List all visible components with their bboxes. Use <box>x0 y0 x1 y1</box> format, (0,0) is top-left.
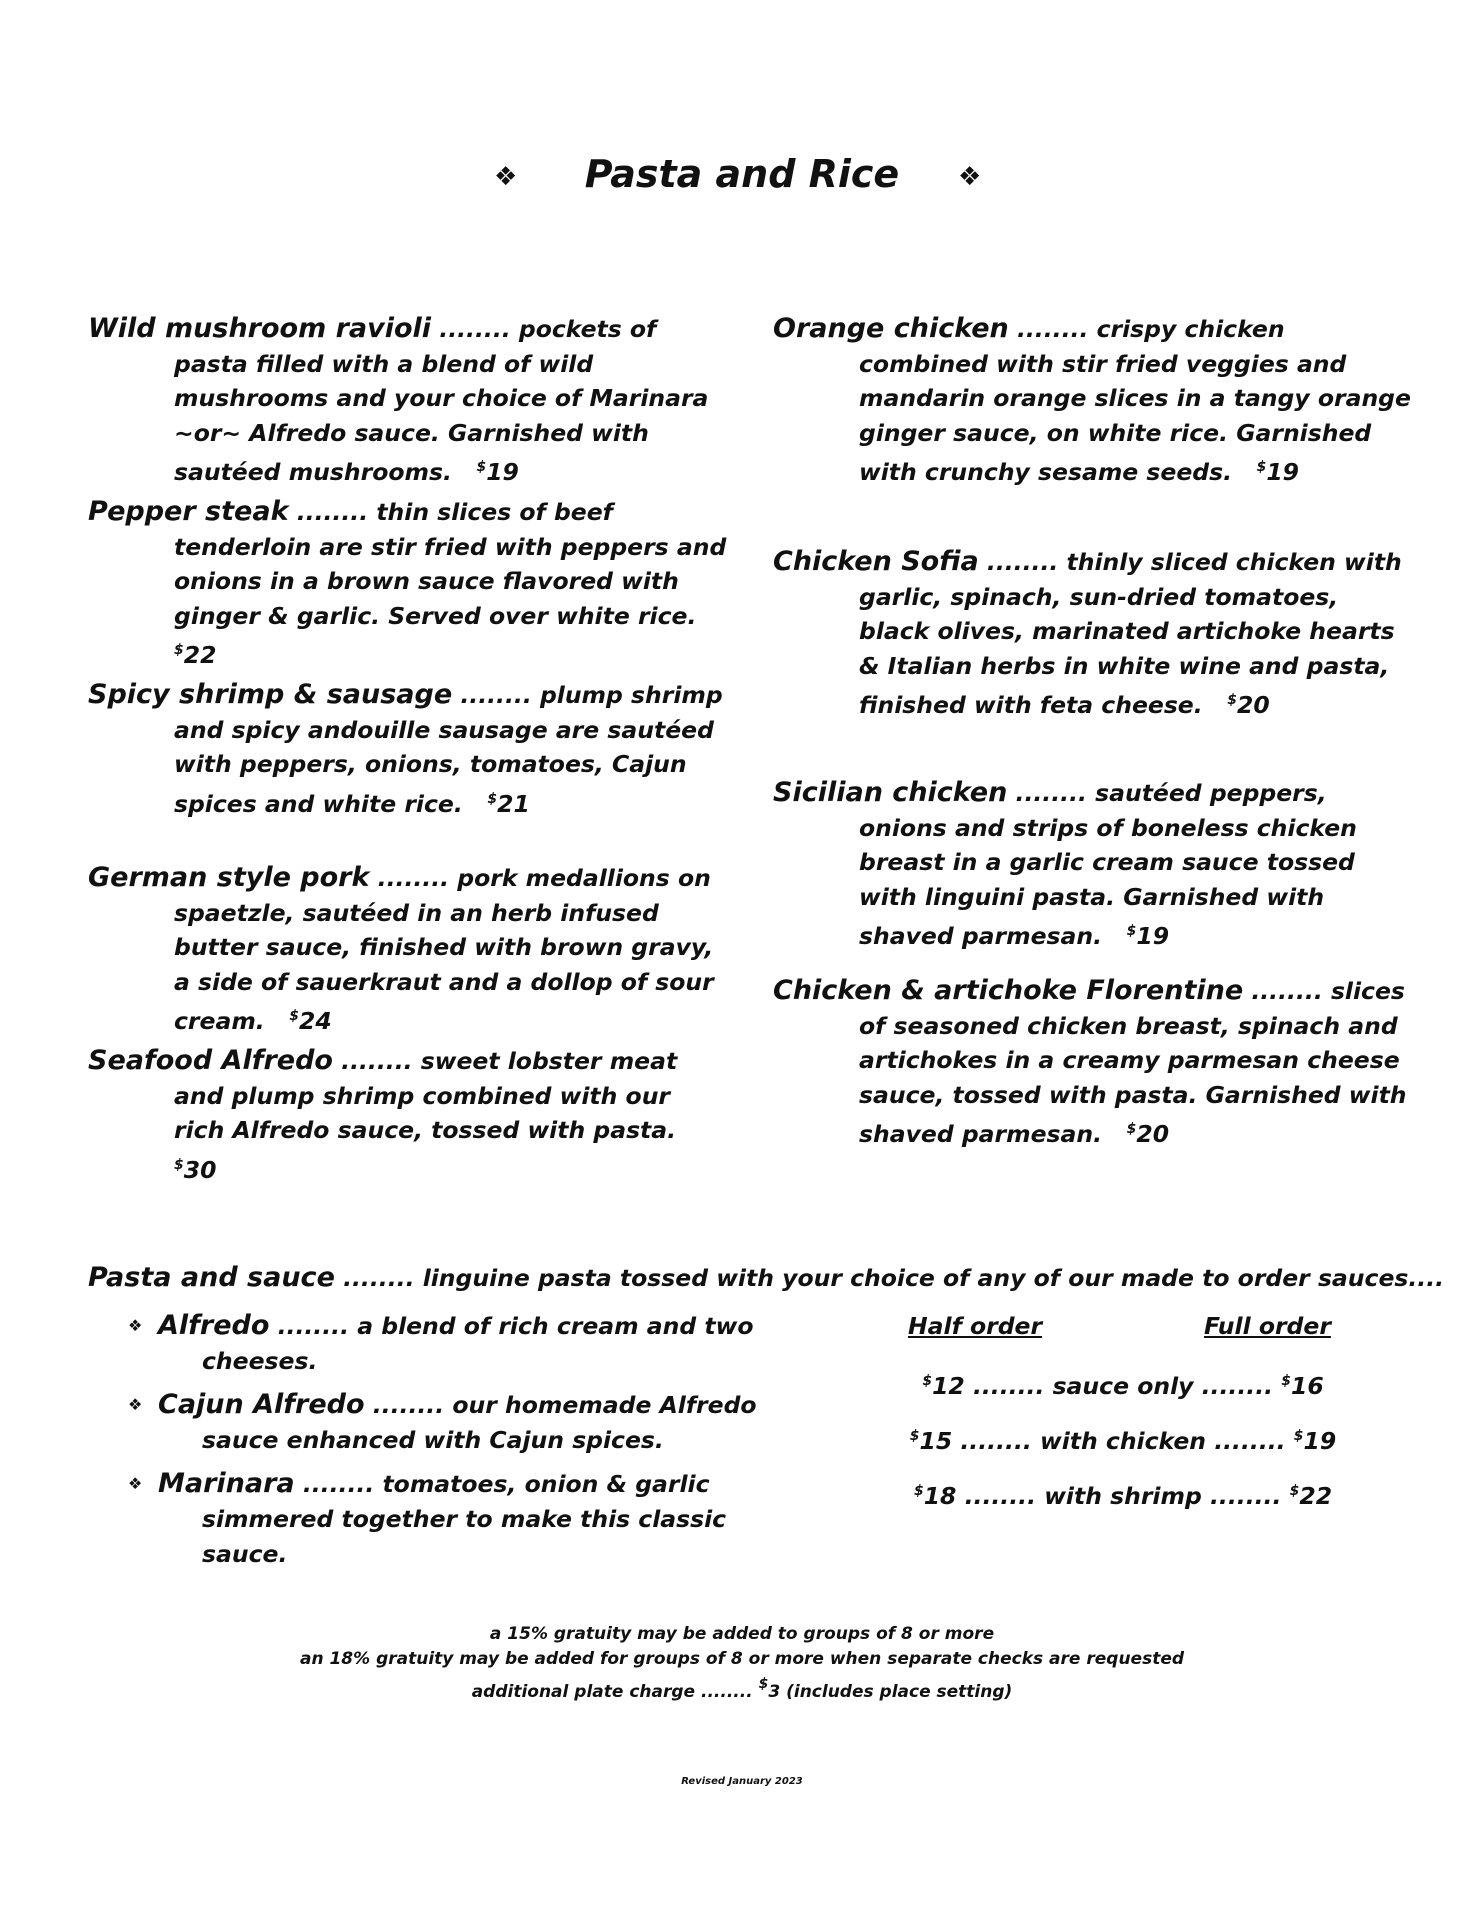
sauce-description: a blend of rich cream and two cheeses. <box>202 1312 754 1375</box>
item-description: pork medallions on spaetzle, sautéed in an herb infused butter sauce, finished with brown gravy, a side of sauerkraut and a dollop of sour cream. <box>174 864 714 1035</box>
list-item <box>128 1308 788 1379</box>
price-row-label: with chicken <box>1039 1427 1206 1455</box>
list-item <box>128 1466 788 1572</box>
price-row-label: with shrimp <box>1044 1482 1202 1510</box>
menu-item <box>88 312 728 490</box>
item-price: $19 <box>476 458 519 486</box>
revised-date: Revised January 2023 <box>681 1776 803 1787</box>
item-price: $20 <box>1227 691 1270 719</box>
item-price: $19 <box>1126 922 1170 950</box>
item-name: Seafood Alfredo <box>88 1045 333 1076</box>
title-ornament-left: ❖ <box>494 162 518 192</box>
full-order-header: Full order <box>1204 1312 1331 1340</box>
pasta-and-sauce-section <box>88 1262 1445 1568</box>
item-description: sweet lobster meat and plump shrimp combined with our rich Alfredo sauce, tossed with pasta. <box>174 1047 678 1144</box>
item-price: $24 <box>289 1007 332 1035</box>
dot-leader: ........ <box>1016 315 1089 343</box>
full-price: 22 <box>1299 1482 1333 1510</box>
dot-leader: ........ <box>1015 779 1087 807</box>
sauce-description: our homemade Alfredo sauce enhanced with Cajun spices. <box>202 1391 757 1454</box>
dot-leader: ........ <box>343 1264 415 1292</box>
dot-leader: ........ <box>1251 977 1323 1005</box>
price-row: $18 ........ with shrimp ........ $22 <box>913 1482 1333 1510</box>
menu-item <box>88 861 728 1039</box>
item-name: Chicken Sofia <box>773 546 979 577</box>
dot-leader: ........ <box>341 1047 413 1075</box>
dot-leader: ........ <box>302 1470 375 1498</box>
item-price: $30 <box>174 1155 217 1184</box>
sauce-pricing-table <box>908 1312 1338 1521</box>
item-description: crispy chicken combined with stir fried veggies and mandarin orange slices in a tangy orange ginger sauce, on white rice. Garnished with crunchy sesame seeds. <box>859 315 1411 486</box>
item-name: Spicy shrimp & sausage <box>88 679 453 710</box>
gratuity-note-1: a 15% gratuity may be added to groups of 8 or more <box>489 1624 995 1644</box>
bullet-icon: ❖ <box>128 1395 143 1414</box>
pasta-and-sauce-intro <box>88 1262 1445 1293</box>
dot-leader: ........ <box>460 681 532 709</box>
page-title: Pasta and Rice <box>584 152 900 196</box>
full-price: 16 <box>1290 1372 1324 1400</box>
item-price: $20 <box>1126 1120 1170 1148</box>
menu-item <box>88 678 728 821</box>
item-name: Orange chicken <box>773 313 1009 344</box>
item-price: $21 <box>487 789 530 818</box>
plate-charge-note: additional plate charge ........ $3 (includes place setting) <box>471 1676 1013 1702</box>
menu-item <box>773 974 1413 1152</box>
item-name: Chicken & artichoke Florentine <box>773 975 1244 1006</box>
list-item <box>128 1387 788 1458</box>
sauce-list <box>128 1308 788 1580</box>
dot-leader: ........ <box>439 315 511 343</box>
dot-leader: ........ <box>377 864 450 892</box>
sauce-description: tomatoes, onion & garlic simmered together to make this classic sauce. <box>202 1470 727 1568</box>
price-row: $12 ........ sauce only ........ $16 <box>922 1372 1324 1400</box>
full-price: 19 <box>1303 1427 1337 1455</box>
item-name: German style pork <box>88 862 370 893</box>
half-order-header: Half order <box>908 1312 1043 1340</box>
dot-leader: ........ <box>372 1391 445 1419</box>
item-description: slices of seasoned chicken breast, spinach and artichokes in a creamy parmesan cheese sauce, tossed with pasta. Garnished with shaved parmesan. <box>859 977 1407 1148</box>
item-description: thin slices of beef tenderloin are stir fried with peppers and onions in a brown sauce flavored with ginger & garlic. Served over white rice. <box>174 498 727 630</box>
sauce-name: Cajun Alfredo <box>158 1389 365 1420</box>
item-price: $19 <box>1256 458 1300 486</box>
half-price: 18 <box>923 1482 957 1510</box>
price-row: $15 ........ with chicken ........ $19 <box>909 1427 1337 1455</box>
fine-print <box>0 1622 1484 1705</box>
item-description: sautéed peppers, onions and strips of boneless chicken breast in a garlic cream sauce tossed with linguini pasta. Garnished with shaved parmesan. <box>859 779 1357 950</box>
menu-item <box>773 545 1413 723</box>
item-name: Sicilian chicken <box>773 777 1008 808</box>
menu-item <box>773 776 1413 954</box>
dot-leader: ........ <box>296 498 369 526</box>
sauce-name: Marinara <box>158 1468 295 1499</box>
half-price: 15 <box>919 1427 953 1455</box>
item-name: Pepper steak <box>88 496 289 527</box>
item-price: $22 <box>174 641 217 669</box>
bullet-icon: ❖ <box>128 1474 143 1493</box>
item-description: pockets of pasta filled with a blend of wild mushrooms and your choice of Marinara ~or~ Alfredo sauce. Garnished with sautéed mushrooms. <box>174 315 709 486</box>
menu-item <box>88 495 728 673</box>
title-ornament-right: ❖ <box>958 162 982 192</box>
item-name: Pasta and sauce <box>88 1262 335 1293</box>
half-price: 12 <box>932 1372 965 1400</box>
dot-leader: ........ <box>986 548 1059 576</box>
pricing-header <box>908 1312 1338 1352</box>
item-description: thinly sliced chicken with garlic, spinach, sun-dried tomatoes, black olives, marinated artichoke hearts & Italian herbs in white wine and pasta, finished with feta cheese. <box>859 548 1402 719</box>
item-description: linguine pasta tossed with your choice of any of our made to order sauces.... <box>422 1264 1445 1292</box>
dot-leader: ........ <box>277 1312 350 1340</box>
price-row-label: sauce only <box>1052 1372 1194 1400</box>
sauce-name: Alfredo <box>158 1310 270 1341</box>
gratuity-note-2: an 18% gratuity may be added for groups of 8 or more when separate checks are requested <box>299 1649 1185 1669</box>
bullet-icon: ❖ <box>128 1316 143 1335</box>
item-name: Wild mushroom ravioli <box>88 313 432 344</box>
item-description: plump shrimp and spicy andouille sausage are sautéed with peppers, onions, tomatoes, Cajun spices and white rice. <box>174 681 723 818</box>
menu-item <box>773 312 1413 490</box>
menu-item <box>88 1044 728 1187</box>
